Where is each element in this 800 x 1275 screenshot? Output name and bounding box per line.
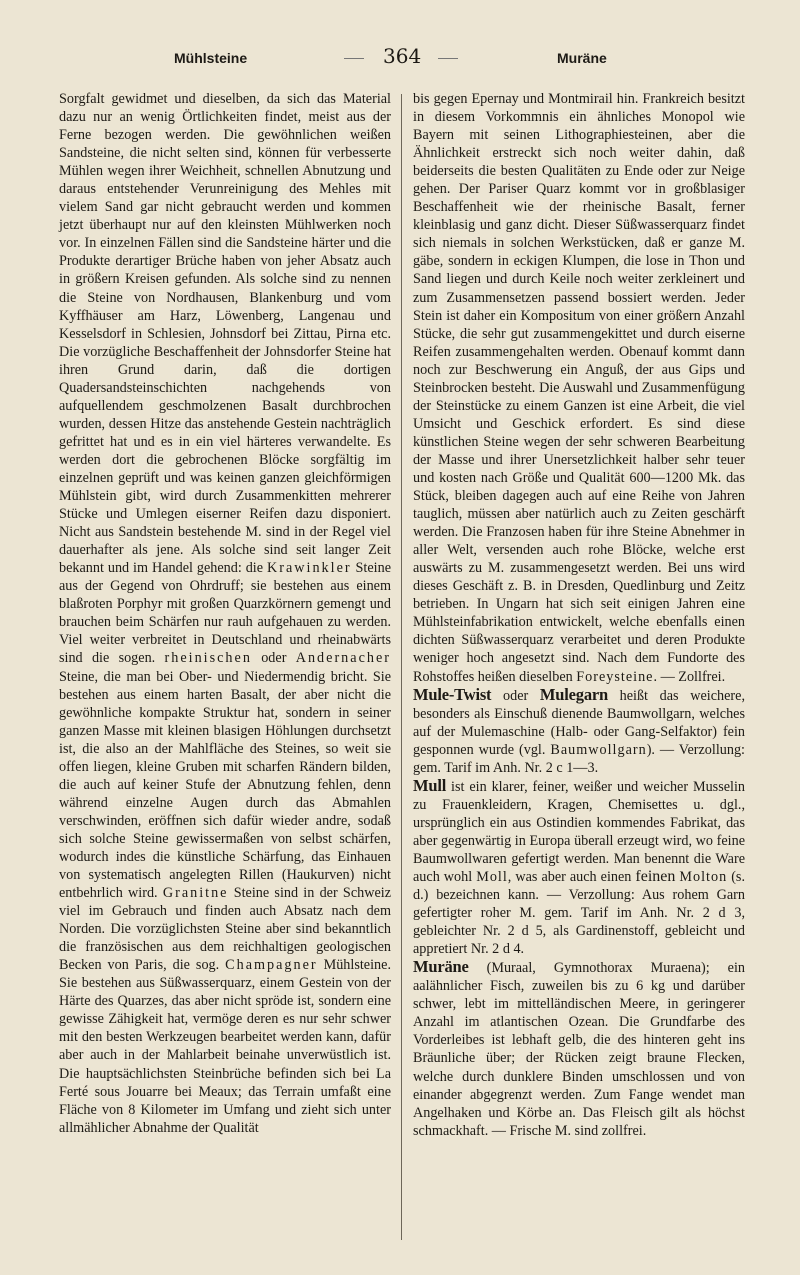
header-dash-right — [438, 58, 458, 59]
spaced-term: Andernacher — [295, 650, 391, 667]
right-column — [413, 90, 745, 1140]
entry-headword: Mull — [413, 775, 447, 795]
spaced-term: Baumwollgarn — [550, 741, 647, 758]
spaced-term: Molton — [679, 869, 728, 886]
text-run: ist ein klarer, feiner, weißer und weicher Musselin zu Frauenkleidern, Kragen, Chemisettes u. dgl., ursprünglich ein aus Ostindien kommendes Fabrikat, das aber gegenwärtig in Europa überall erzeugt wird, wo feine Baumwollwaren gefertigt werden. Man benennt die Ware auch wohl — [413, 778, 745, 886]
text-run: (s. d.) bezeichnen kann. — Verzollung: Aus rohem Garn gefertigter roher M. gem. Tarif im Anh. Nr. 2 d 3, gebleichter Nr. 2 d 5, als Gardinenstoff, gebleicht und appretiert Nr. 2 d 4. — [413, 869, 745, 958]
emphasized-term: feinen — [635, 868, 676, 886]
text-run: oder — [251, 650, 296, 667]
text-run: heißt das weichere, besonders als Einschuß dienende Baumwollgarn, welches auf der Mulemaschine (Halb- oder Gang-Selfaktor) fein gesponnen wurde (vgl. — [413, 687, 745, 758]
header-right-keyword: Muräne — [557, 50, 607, 66]
header-left-keyword: Mühlsteine — [174, 50, 248, 66]
entry-mule-twist — [413, 686, 745, 777]
spaced-term: Champagner — [225, 957, 318, 974]
running-header — [0, 44, 800, 74]
left-column-text — [59, 90, 391, 1137]
text-run: Sorgfalt gewidmet und dieselben, da sich das Material dazu nur an wenig Örtlichkeiten findet, meist aus der Ferne bezogen werden. Die gewöhnlichen weißen Sandsteine, die nicht selten sind, können für verbesserte Mühlen wegen ihrer Weichheit, schnellen Abnutzung und daraus entstehender Verunreinigung des Mehles mit vielem Sand gar nicht gebraucht werden und kommen jetzt überhaupt nur auf den kleinsten Mühlwerken noch vor. In einzelnen Fällen sind die Sandsteine härter und die Produkte derartiger Brüche haben von jeher Absatz auch in größern Kreisen gefunden. Als solche sind zu nennen die Steine von Nordhausen, Blankenburg und vom Kyffhäuser am Harz, Löwenberg, Langenau und Kesselsdorf in Schlesien, Johnsdorf bei Zittau, Pirna etc. Die vorzügliche Beschaffenheit der Johnsdorfer Steine hat ihren Grund darin, daß die dortigen Quadersandsteinschichten nachgehends von aufquellendem geschmolzenen Basalt durchbrochen wurden, dessen Hitze das anstehende Gestein nachträglich gefrittet hat und es in ein viel härteres verwandelte. Es werden dort die gebrochenen Blöcke sorgfältig im einzelnen geprüft und was keinen ganzen gleichförmigen Mühlstein gibt, wird durch Zusammenkitten mehrerer Stücke und Umlegen eiserner Reifen dazu disponiert. Nicht aus Sandstein bestehende M. sind in der Regel viel dauerhafter als jene. Als solche sind seit langer Zeit bekannt und im Handel gehend: die — [59, 91, 391, 577]
entry-mull — [413, 777, 745, 958]
spaced-term: Moll — [476, 869, 508, 886]
header-dash-left — [344, 58, 364, 59]
spaced-term: Foreysteine — [576, 668, 654, 685]
entry-murane — [413, 958, 745, 1139]
entry-headword: Muräne — [413, 957, 469, 977]
text-run: Steine, die man bei Ober- und Niedermendig bricht. Sie bestehen aus einem harten Basalt, der aber nicht die gewöhnliche kompakte Struktur hat, sondern in seiner ganzen Masse mit kleinen blasigen Höhlungen durchsetzt ist, die also an der Mahlfläche des Steines, so weit sie offen liegen, kleine Gruben mit scharfen Rändern bilden, die auch auf keiner Stufe der Abnutzung fehlen, denn während einzelne Augen durch das Abmahlen verschwinden, eröffnen sich dafür wieder andre, sodaß sich solche Steine gewissermaßen von selbst schärfen, wodurch indes die künstliche Schärfung, das Einhauen von systematisch angelegten Rillen (Haukurven) nicht entbehrlich wird. — [59, 668, 391, 902]
text-run: Steine aus der Gegend von Ohrdruff; sie bestehen aus einem blaßroten Porphyr mit großen Quarzkörnern gemengt und brauchen beim Schärfen nur rauh aufgehauen zu werden. Viel weiter verbreitet in Deutschland und rheinabwärts sind die sogen. — [59, 560, 391, 667]
spaced-term: Krawinkler — [266, 560, 352, 577]
spaced-term: Granitne — [162, 885, 229, 902]
text-run: oder — [491, 687, 540, 704]
text-run: Mühlsteine. Sie bestehen aus Süßwasserquarz, einem Gestein von der Härte des Quarzes, das aber nicht spröde ist, sondern eine gewisse Zähigkeit hat, vermöge deren es nur sehr schwer mit den besten Werkzeugen bearbeitet werden kann, dafür aber auch in der Mahlarbeit beinahe unverwüstlich ist. Die hauptsächlichsten Steinbrüche befinden sich bei La Ferté sous Jouarre bei Meaux; das Terrain umfaßt eine Fläche von 8 Kilometer im Umfang und zieht sich unter allmählicher Abnahme der Qualität — [59, 957, 391, 1136]
entry-headword: Mulegarn — [539, 684, 608, 704]
spaced-term: rheinischen — [164, 650, 252, 667]
text-run: ). — Verzollung: gem. Tarif im Anh. Nr. 2 c 1—3. — [413, 741, 745, 776]
text-run: bis gegen Epernay und Montmirail hin. Frankreich besitzt in diesem Vorkommnis ein ähnliches Monopol wie Bayern mit seinen Lithographiesteinen, aber die Ähnlichkeit erstreckt sich noch weiter dahin, daß beiderseits die besten Qualitäten zu Ende oder zur Neige gehen. Der Pariser Quarz kommt vor in großblasiger Beschaffenheit wie der rheinische Basalt, ferner kleinblasig und ganz dicht. Dieser Süßwasserquarz findet sich niemals in solchen Werkstücken, daß er ganze M. gäbe, sondern in eckigen Klumpen, die lose in Thon und Sand liegen und durch Keile noch weiter zerkleinert und zum Zusammensetzen passend bossiert werden. Jeder Stein ist daher ein Kompositum von einer größern Anzahl Stücke, die sehr gut zusammengekittet und durch eiserne Reifen zusammengehalten werden. Obenauf kommt dann noch zur Beschwerung ein Anguß, der aus Gips und Steinbrocken besteht. Die Auswahl und Zusammenfügung der Steinstücke zu einem Ganzen ist eine Arbeit, die viel Umsicht und Geschick erfordert. Es sind diese künstlichen Steine wegen der sehr schweren Bearbeitung der Masse und ihrer Unersetzlichkeit halber sehr teuer und kosten nach Größe und Qualität 600—1200 Mk. das Stück, bleiben dagegen auch auf eine Reihe von Jahren tauglich, müssen aber natürlich auch zu Zeiten geschärft werden. Die Franzosen haben für ihre Steine Abnehmer in aller Welt, versenden auch rohe Blöcke, welche erst auswärts zu M. zusammengesetzt werden. Bei uns wird dieses Geschäft z. B. in Dresden, Quedlinburg und Zeitz betrieben. In Ungarn hat sich seit einigen Jahren eine Mühlsteinfabrikation entwickelt, welche ebenfalls einen dichten Süßwasserquarz verarbeitet und deren Produkte weniger hoch angesetzt sind. Nach dem Fundorte des Rohstoffes heißen dieselben — [413, 91, 745, 685]
page-number: 364 — [383, 44, 422, 68]
column-divider — [401, 94, 402, 1240]
left-column — [59, 90, 391, 1137]
text-run: (Muraal, Gymnothorax Muraena); ein aalähnlicher Fisch, zuweilen bis zu 6 kg und darüber schwer, lebt im mittelländischen Meere, in geringerer Anzahl im atlantischen Ozean. Die Grundfarbe des Vorderleibes ist lebhaft gelb, die des hinteren geht ins Bräunliche über; der Rücken zeigt braune Flecken, welche durch dunklere Binden umschlossen und von einander abgegrenzt werden. Zum Fange wendet man Angelhaken und Körbe an. Das Fleisch gilt als höchst schmackhaft. — Frische M. sind zollfrei. — [413, 960, 745, 1139]
entry-headword: Mule-Twist — [413, 684, 492, 704]
text-run: Steine sind in der Schweiz viel im Gebrauch und finden auch Absatz nach dem Norden. Die vorzüglichsten Steine aber sind bekanntlich die französischen aus dem reichhaltigen geologischen Becken von Paris, die sog. — [59, 885, 391, 974]
text-run: . — Zollfrei. — [653, 668, 726, 685]
text-run: , was aber auch einen — [507, 869, 636, 886]
entry-muehlsteine-continued — [413, 90, 745, 686]
